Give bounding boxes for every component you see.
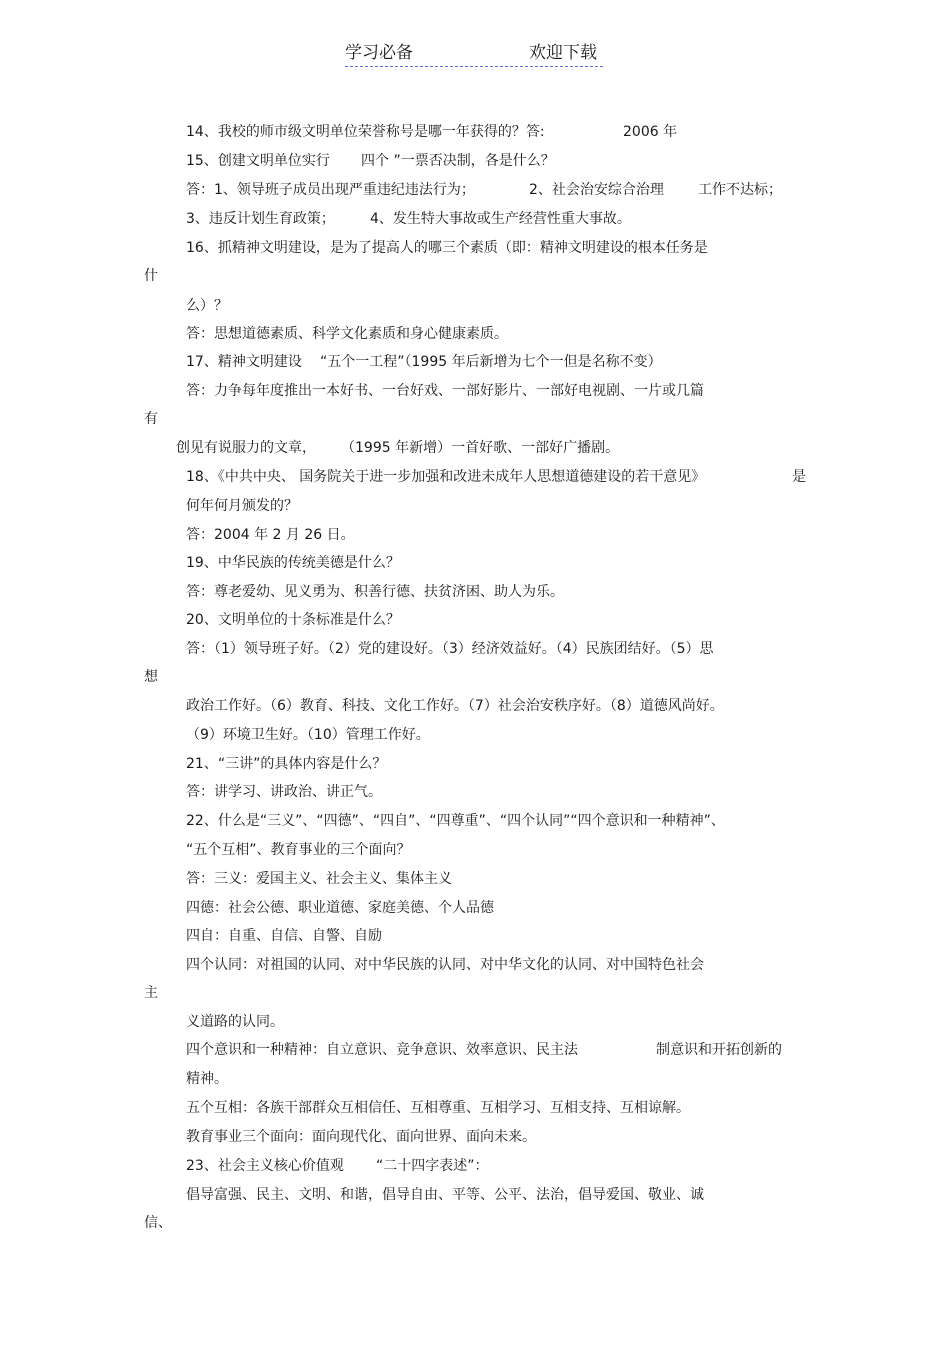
- text-line: [186, 209, 631, 229]
- header-left-text: 学习必备: [345, 43, 413, 63]
- text-line-main: 什: [144, 268, 158, 284]
- text-line-main: 信、: [144, 1215, 172, 1231]
- text-line-segment: “五个一工程”（1995 年后新增为七个一但是名称不变）: [320, 354, 662, 370]
- text-line-main: 20、文明单位的十条标准是什么？: [186, 612, 400, 628]
- text-line: [186, 582, 564, 602]
- text-line-main: 四德：社会公德、职业道德、家庭美德、个人品德: [186, 900, 494, 916]
- text-line-main: 教育事业三个面向：面向现代化、面向世界、面向未来。: [186, 1129, 536, 1145]
- text-line: [186, 324, 508, 344]
- text-line: [186, 869, 452, 889]
- page-header: [345, 42, 603, 67]
- text-line: [186, 496, 298, 516]
- text-line-segment: 工作不达标；: [698, 182, 782, 198]
- text-line-main: （9）环境卫生好。（10）管理工作好。: [186, 727, 430, 743]
- text-line: [186, 1040, 782, 1060]
- text-line: [186, 296, 228, 316]
- text-line-main: 答：1、领导班子成员出现严重违纪违法行为；: [186, 182, 475, 198]
- text-line-main: 四个意识和一种精神：自立意识、竞争意识、效率意识、民主法: [186, 1042, 578, 1058]
- text-line: [186, 1098, 690, 1118]
- text-line-segment: 2、社会治安综合治理: [529, 182, 664, 198]
- text-line: [144, 409, 158, 429]
- text-line: [186, 840, 411, 860]
- text-line: [186, 754, 386, 774]
- text-line-segment: （1995 年新增）一首好歌、一部好广播剧。: [341, 440, 620, 456]
- text-line-main: “五个互相”、教育事业的三个面向？: [186, 842, 411, 858]
- text-line-main: 21、“三讲”的具体内容是什么？: [186, 756, 387, 772]
- text-line-main: 么）？: [186, 298, 228, 314]
- text-line: [186, 553, 400, 573]
- text-line-main: 五个互相：各族干部群众互相信任、互相尊重、互相学习、互相支持、互相谅解。: [186, 1100, 690, 1116]
- text-line: [186, 1012, 284, 1032]
- text-line: [186, 1069, 228, 1089]
- text-line-main: 22、什么是“三义”、“四德”、“四自”、“四尊重”、“四个认同”“四个意识和一种精神”、: [186, 813, 725, 829]
- text-line: [186, 610, 400, 630]
- text-line-main: 四个认同：对祖国的认同、对中华民族的认同、对中华文化的认同、对中国特色社会: [186, 957, 704, 973]
- text-line-main: 答：（1）领导班子好。（2）党的建设好。（3）经济效益好。（4）民族团结好。（5）思: [186, 641, 714, 657]
- text-line-main: 19、中华民族的传统美德是什么？: [186, 555, 400, 571]
- text-line-main: 答：尊老爱幼、见义勇为、积善行德、扶贫济困、助人为乐。: [186, 584, 564, 600]
- text-line: [186, 811, 725, 831]
- text-line-main: 答：讲学习、讲政治、讲正气。: [186, 784, 382, 800]
- text-line: [186, 525, 355, 545]
- text-line-main: 创见有说服力的文章，: [176, 440, 316, 456]
- text-line: [186, 238, 708, 258]
- text-line-segment: 四个 ”一票否决制，各是什么？: [361, 153, 555, 169]
- text-line-main: 3、违反计划生育政策；: [186, 211, 335, 227]
- text-line-main: 想: [144, 669, 158, 685]
- text-line-main: 政治工作好。（6）教育、科技、文化工作好。（7）社会治安秩序好。（8）道德风尚好。: [186, 698, 724, 714]
- text-line-segment: “二十四字表述”：: [376, 1158, 489, 1174]
- text-line-segment: 4、发生特大事故或生产经营性重大事故。: [370, 211, 631, 227]
- text-line-segment: 制意识和开拓创新的: [656, 1042, 782, 1058]
- text-line-main: 何年何月颁发的？: [186, 498, 298, 514]
- text-line: [144, 667, 158, 687]
- text-line: [186, 1127, 536, 1147]
- text-line: [186, 180, 782, 200]
- text-line-main: 四自：自重、自信、自警、自励: [186, 928, 382, 944]
- text-line-main: 23、社会主义核心价值观: [186, 1158, 344, 1174]
- text-line-main: 有: [144, 411, 158, 427]
- text-line-main: 答：力争每年度推出一本好书、一台好戏、一部好影片、一部好电视剧、一片或几篇: [186, 383, 704, 399]
- text-line: [176, 438, 620, 458]
- text-line-main: 倡导富强、民主、文明、和谐，倡导自由、平等、公平、法治，倡导爱国、敬业、诚: [186, 1187, 704, 1203]
- text-line: [144, 266, 158, 286]
- text-line: [186, 639, 714, 659]
- text-line-main: 16、抓精神文明建设，是为了提高人的哪三个素质（即：精神文明建设的根本任务是: [186, 240, 708, 256]
- text-line: [186, 696, 724, 716]
- text-line: [186, 725, 430, 745]
- text-line: [186, 151, 555, 171]
- text-line: [186, 926, 382, 946]
- text-line: [186, 782, 382, 802]
- text-line: [186, 898, 494, 918]
- text-line: [186, 1185, 704, 1205]
- text-line: [186, 122, 678, 142]
- text-line-main: 答：三义：爱国主义、社会主义、集体主义: [186, 871, 452, 887]
- text-line: [186, 352, 662, 372]
- text-line: [186, 467, 806, 487]
- text-line-segment: 是: [792, 469, 806, 485]
- text-line-main: 17、精神文明建设: [186, 354, 302, 370]
- text-line-main: 15、创建文明单位实行: [186, 153, 330, 169]
- text-line: [186, 1156, 489, 1176]
- text-line-main: 精神。: [186, 1071, 228, 1087]
- text-line-segment: 2006 年: [623, 124, 678, 140]
- header-right-text: 欢迎下载: [529, 43, 597, 63]
- text-line: [144, 1213, 172, 1233]
- text-line-main: 答：2004 年 2 月 26 日。: [186, 527, 355, 543]
- text-line-main: 18、《中共中央、 国务院关于进一步加强和改进未成年人思想道德建设的若干意见》: [186, 469, 706, 485]
- text-line: [186, 955, 704, 975]
- text-line: [186, 381, 704, 401]
- text-line-main: 义道路的认同。: [186, 1014, 284, 1030]
- text-line-main: 主: [144, 985, 158, 1001]
- text-line-main: 答：思想道德素质、科学文化素质和身心健康素质。: [186, 326, 508, 342]
- text-line: [144, 983, 158, 1003]
- text-line-main: 14、我校的师市级文明单位荣誉称号是哪一年获得的？答:: [186, 124, 545, 140]
